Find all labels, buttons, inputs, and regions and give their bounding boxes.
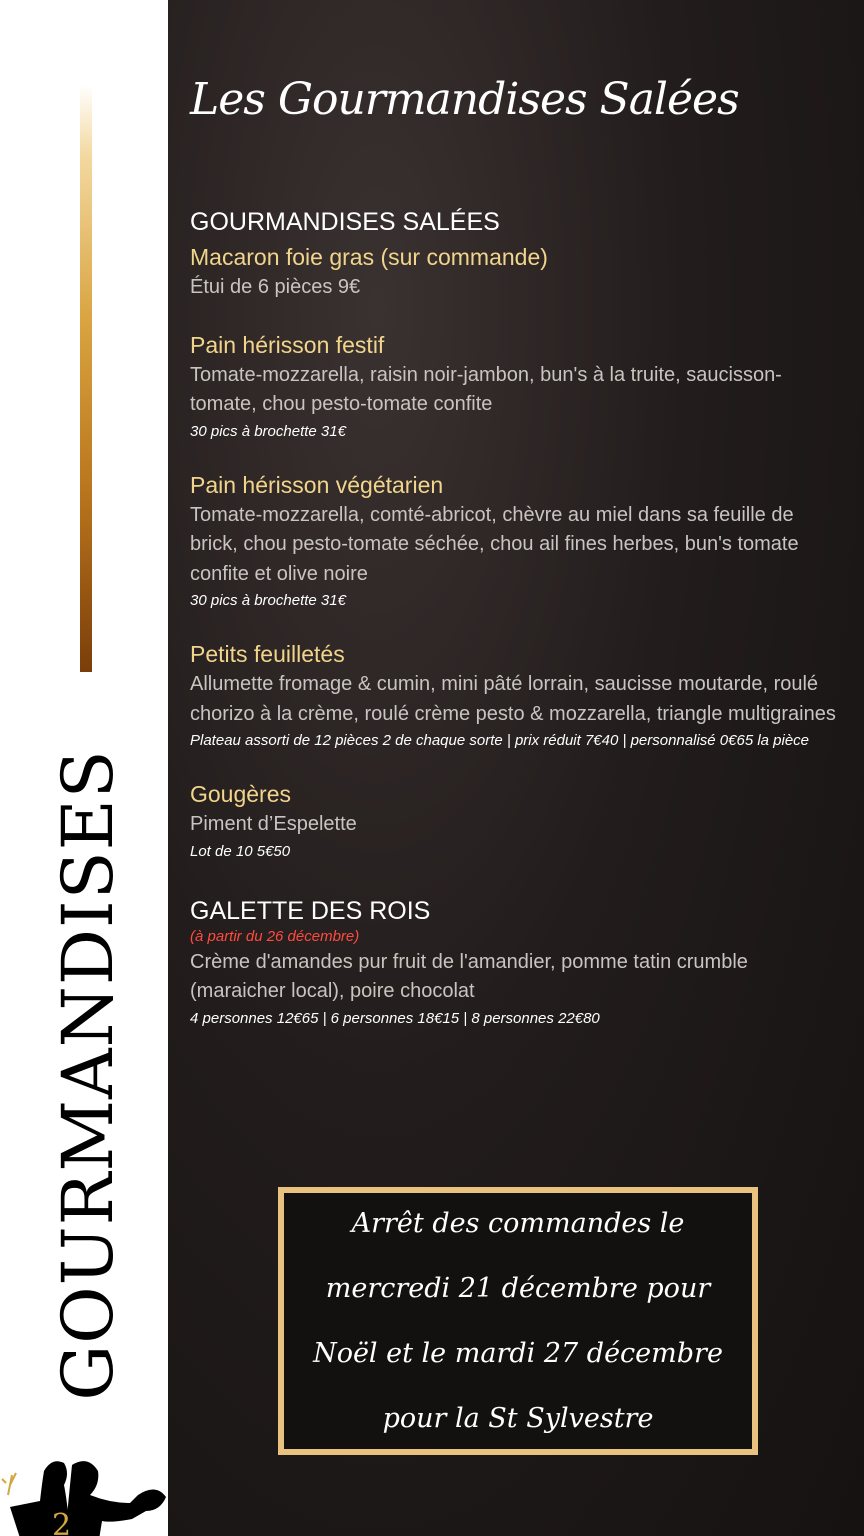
- menu-item: [190, 329, 840, 443]
- menu-item: [190, 778, 840, 863]
- item-price: 30 pics à brochette 31€: [190, 592, 346, 609]
- item-name: Gougères: [190, 781, 292, 807]
- logo: [0, 1455, 168, 1536]
- item-desc: Étui de 6 pièces 9€: [190, 276, 361, 298]
- item-desc: Tomate-mozzarella, comté-abricot, chèvre au miel dans sa feuille de brick, chou pesto-tomate séchée, chou ail fines herbes, bun's tomate confite et olive noire: [190, 503, 799, 585]
- menu-content: [190, 208, 840, 1030]
- item-name: Petits feuilletés: [190, 641, 345, 667]
- item-desc: Crème d'amandes pur fruit de l'amandier, pomme tatin crumble (maraicher local), poire chocolat: [190, 950, 748, 1002]
- menu-item: [190, 469, 840, 613]
- item-price: 30 pics à brochette 31€: [190, 422, 346, 440]
- left-panel: [0, 0, 168, 1536]
- side-title: GOURMANDISES: [47, 749, 129, 1401]
- order-deadline-box: [278, 1187, 758, 1455]
- order-deadline-text: Arrêt des commandes le mercredi 21 décembre pour Noël et le mardi 27 décembre pour la St Sylvestre: [313, 1208, 723, 1434]
- item-price: 4 personnes 12€65 | 6 personnes 18€15 | 8 personnes 22€80: [190, 1009, 600, 1027]
- section-heading: GOURMANDISES SALÉES: [190, 208, 500, 236]
- menu-item: [190, 638, 840, 752]
- menu-item: [190, 241, 840, 303]
- item-name: Pain hérisson festif: [190, 331, 385, 358]
- item-name: Pain hérisson végétarien: [190, 471, 444, 498]
- item-desc: Tomate-mozzarella, raisin noir-jambon, bun's à la truite, saucisson-tomate, chou pesto-tomate confite: [190, 363, 782, 415]
- item-desc: Allumette fromage & cumin, mini pâté lorrain, saucisse moutarde, roulé chorizo à la crème, roulé crème pesto & mozzarella, triangle multigraines: [190, 673, 836, 725]
- availability-note: (à partir du 26 décembre): [190, 927, 360, 945]
- item-name: Macaron foie gras (sur commande): [190, 244, 548, 270]
- section-heading: GALETTE DES ROIS: [190, 896, 431, 925]
- svg-text:2: 2: [52, 1508, 72, 1536]
- page-title: Les Gourmandises Salées: [190, 74, 739, 125]
- item-desc: Piment d’Espelette: [190, 813, 357, 835]
- item-price: Plateau assorti de 12 pièces 2 de chaque sorte | prix réduit 7€40 | personnalisé 0€65 la pièce: [190, 732, 810, 749]
- gold-gradient-bar: [80, 85, 92, 672]
- item-price: Lot de 10 5€50: [190, 842, 291, 860]
